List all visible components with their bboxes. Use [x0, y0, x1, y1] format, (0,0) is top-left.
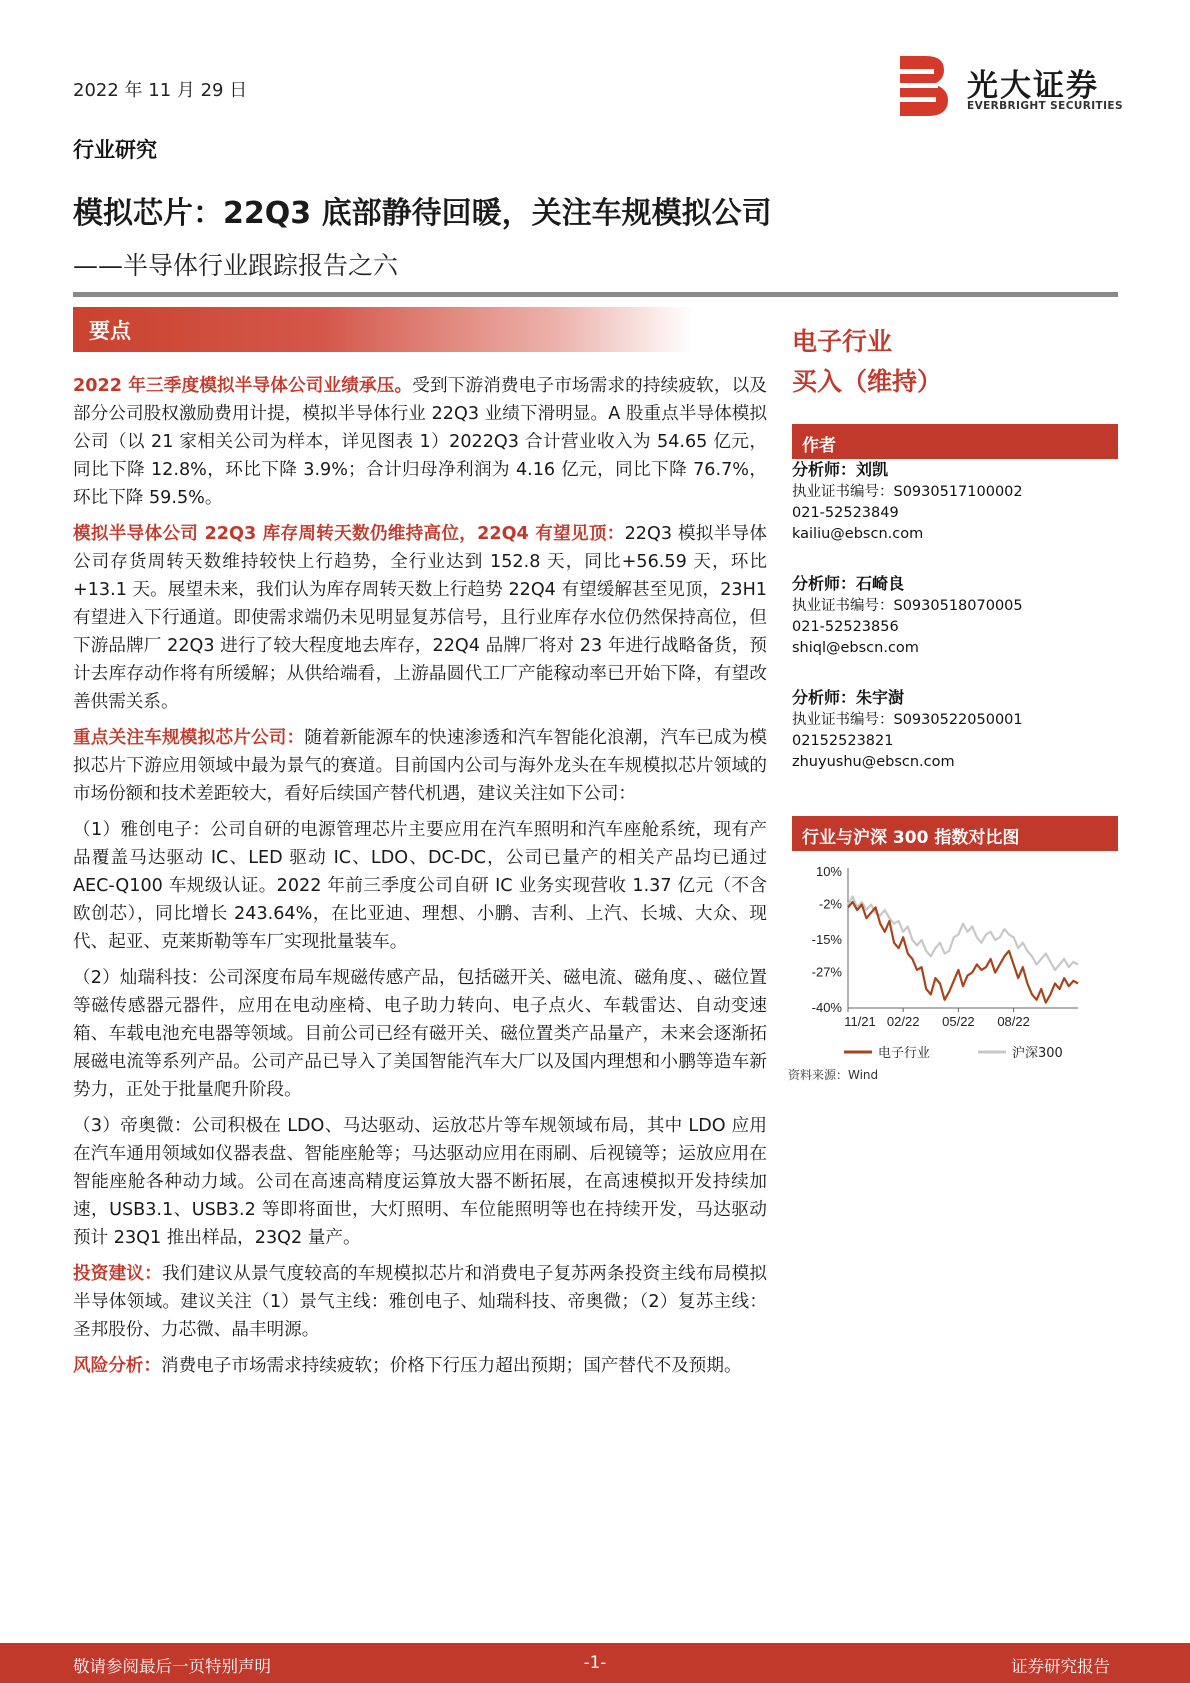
- paragraph: [73, 964, 767, 1104]
- rating-label: 买入（维持）: [792, 367, 943, 396]
- page-number: -1-: [583, 1653, 607, 1672]
- key-points-body: [73, 372, 767, 1388]
- paragraph: [73, 1352, 767, 1380]
- author-phone: 021-52523849: [792, 505, 899, 521]
- author-name: 分析师：刘凯: [792, 460, 889, 479]
- page-footer: [0, 1643, 1190, 1683]
- paragraph: [73, 724, 767, 808]
- brand-logo: [900, 56, 1123, 116]
- paragraph-text: 随着新能源车的快速渗透和汽车智能化浪潮，汽车已成为模拟芯片下游应用领域中最为景气的赛道。目前国内公司与海外龙头在车规模拟芯片领域的市场份额和技术差距较大，看好后续国产替代机遇，建议关注如下公司：: [73, 728, 767, 804]
- paragraph-lead: 模拟半导体公司 22Q3 库存周转天数仍维持高位，22Q4 有望见顶：: [73, 524, 625, 544]
- paragraph-text: 22Q3 模拟半导体公司存货周转天数维持较快上行趋势，全行业达到 152.8 天，同比+56.59 天，环比+13.1 天。展望未来，我们认为库存周转天数上行趋势 22Q4 有望缓解甚至见顶，23H1 有望进入下行通道。即使需求端仍未见明显复苏信号，且行业库存水位仍然保持高位，但下游品牌厂 22Q3 进行了较大程度地去库存，22Q4 品牌厂将对 23 年进行战略备货，预计去库存动作将有所缓解；从供给端看，上游晶圆代工厂产能稼动率已开始下降，有望改善供需关系。: [73, 524, 767, 712]
- x-tick-label: 08/22: [997, 1014, 1030, 1029]
- key-points-header: [73, 307, 693, 352]
- everbright-logo-icon: [900, 56, 948, 116]
- paragraph-lead: 投资建议：: [73, 1264, 162, 1284]
- authors-header-label: 作者: [802, 436, 836, 456]
- y-tick-label: -2%: [818, 896, 842, 912]
- author-phone: 02152523821: [792, 733, 894, 749]
- chart-header-label: 行业与沪深 300 指数对比图: [802, 828, 1020, 848]
- paragraph-text: （1）雅创电子：公司自研的电源管理芯片主要应用在汽车照明和汽车座舱系统，现有产品覆盖马达驱动 IC、LED 驱动 IC、LDO、DC-DC，公司已量产的相关产品均已通过 AEC-Q100 车规级认证。2022 年前三季度公司自研 IC 业务实现营收 1.37 亿元（不含欧创芯），同比增长 243.64%，在比亚迪、理想、小鹏、吉利、上汽、长城、大众、现代、起亚、克莱斯勒等车厂实现批量装车。: [73, 820, 767, 952]
- paragraph: [73, 1112, 767, 1252]
- author-email[interactable]: zhuyushu@ebscn.com: [792, 754, 955, 770]
- report-date: 2022 年 11 月 29 日: [73, 80, 248, 101]
- y-tick-label: -15%: [811, 932, 842, 947]
- report-category: 行业研究: [73, 138, 157, 162]
- author-card: [792, 573, 1122, 659]
- title-divider: [73, 292, 1118, 297]
- author-name: 分析师：石崎良: [792, 574, 905, 593]
- logo-english-name: EVERBRIGHT SECURITIES: [967, 100, 1123, 112]
- paragraph-text: （3）帝奥微：公司积极在 LDO、马达驱动、运放芯片等车规领域布局，其中 LDO 应用在汽车通用领域如仪器表盘、智能座舱等；马达驱动应用在雨刷、后视镜等；运放应用在智能座舱各种动力域。公司在高速高精度运算放大器不断拓展，在高速模拟开发持续加速，USB3.1、USB3.2 等即将面世，大灯照明、车位能照明等也在持续开发，马达驱动预计 23Q1 推出样品，23Q2 量产。: [73, 1116, 767, 1248]
- author-cert: 执业证书编号：S0930518070005: [792, 598, 1023, 614]
- paragraph-text: 受到下游消费电子市场需求的持续疲软，以及部分公司股权激励费用计提，模拟半导体行业 22Q3 业绩下滑明显。A 股重点半导体模拟公司（以 21 家相关公司为样本，详见图表 1）2022Q3 合计营业收入为 54.65 亿元，同比下降 12.8%，环比下降 3.9%；合计归母净利润为 4.16 亿元，同比下降 76.7%，环比下降 59.5%。: [73, 376, 767, 508]
- paragraph-lead: 重点关注车规模拟芯片公司：: [73, 728, 305, 748]
- paragraph: [73, 1260, 767, 1344]
- legend-label: 沪深300: [1012, 1046, 1063, 1061]
- key-points-label: 要点: [89, 319, 131, 343]
- y-tick-label: -40%: [811, 1000, 842, 1015]
- x-tick-label: 02/22: [886, 1014, 920, 1029]
- paragraph-text: 我们建议从景气度较高的车规模拟芯片和消费电子复苏两条投资主线布局模拟半导体领域。建议关注（1）景气主线：雅创电子、灿瑞科技、帝奥微；（2）复苏主线：圣邦股份、力芯微、晶丰明源。: [73, 1264, 767, 1340]
- authors-header: [792, 424, 1118, 459]
- author-card: [792, 459, 1122, 545]
- authors-list: [792, 459, 1122, 801]
- chart-source: 资料来源：Wind: [788, 1068, 879, 1082]
- author-phone: 021-52523856: [792, 619, 899, 635]
- paragraph: [73, 520, 767, 716]
- paragraph-text: （2）灿瑞科技：公司深度布局车规磁传感产品，包括磁开关、磁电流、磁角度、、磁位置等磁传感器元器件，应用在电动座椅、电子助力转向、电子点火、车载雷达、自动变速箱、车载电池充电器等领域。目前公司已经有磁开关、磁位置类产品量产，未来会逐渐拓展磁电流等系列产品。公司产品已导入了美国智能汽车大厂以及国内理想和小鹏等造车新势力，正处于批量爬升阶段。: [73, 968, 767, 1100]
- paragraph: [73, 372, 767, 512]
- page-title: 模拟芯片：22Q3 底部静待回暖，关注车规模拟公司: [73, 196, 772, 231]
- author-cert: 执业证书编号：S0930517100002: [792, 484, 1023, 500]
- x-tick-label: 05/22: [942, 1014, 975, 1029]
- series-line-electronics: [848, 902, 1078, 1003]
- chart-header: [792, 816, 1118, 851]
- author-name: 分析师：朱宇澍: [792, 688, 905, 707]
- paragraph-lead: 风险分析：: [73, 1356, 161, 1376]
- y-tick-label: -27%: [811, 964, 842, 980]
- y-tick-label: 10%: [815, 864, 842, 879]
- paragraph-text: 消费电子市场需求持续疲软；价格下行压力超出预期；国产替代不及预期。: [160, 1356, 742, 1376]
- paragraph-lead: 2022 年三季度模拟半导体公司业绩承压。: [73, 376, 413, 396]
- author-email[interactable]: kailiu@ebscn.com: [792, 526, 924, 542]
- logo-chinese-name: 光大证券: [967, 68, 1099, 104]
- x-tick-label: 11/21: [844, 1014, 876, 1029]
- footer-report-type: 证券研究报告: [1011, 1657, 1110, 1676]
- legend-label: 电子行业: [878, 1046, 931, 1061]
- paragraph: [73, 816, 767, 956]
- author-card: [792, 687, 1122, 773]
- industry-label: 电子行业: [792, 327, 893, 356]
- series-line-csi300: [848, 897, 1078, 970]
- footer-disclaimer: 敬请参阅最后一页特别声明: [73, 1657, 271, 1676]
- author-email[interactable]: shiql@ebscn.com: [792, 640, 919, 656]
- author-cert: 执业证书编号：S0930522050001: [792, 712, 1023, 728]
- page-subtitle: ——半导体行业跟踪报告之六: [73, 251, 399, 280]
- index-comparison-chart: [788, 858, 1118, 1088]
